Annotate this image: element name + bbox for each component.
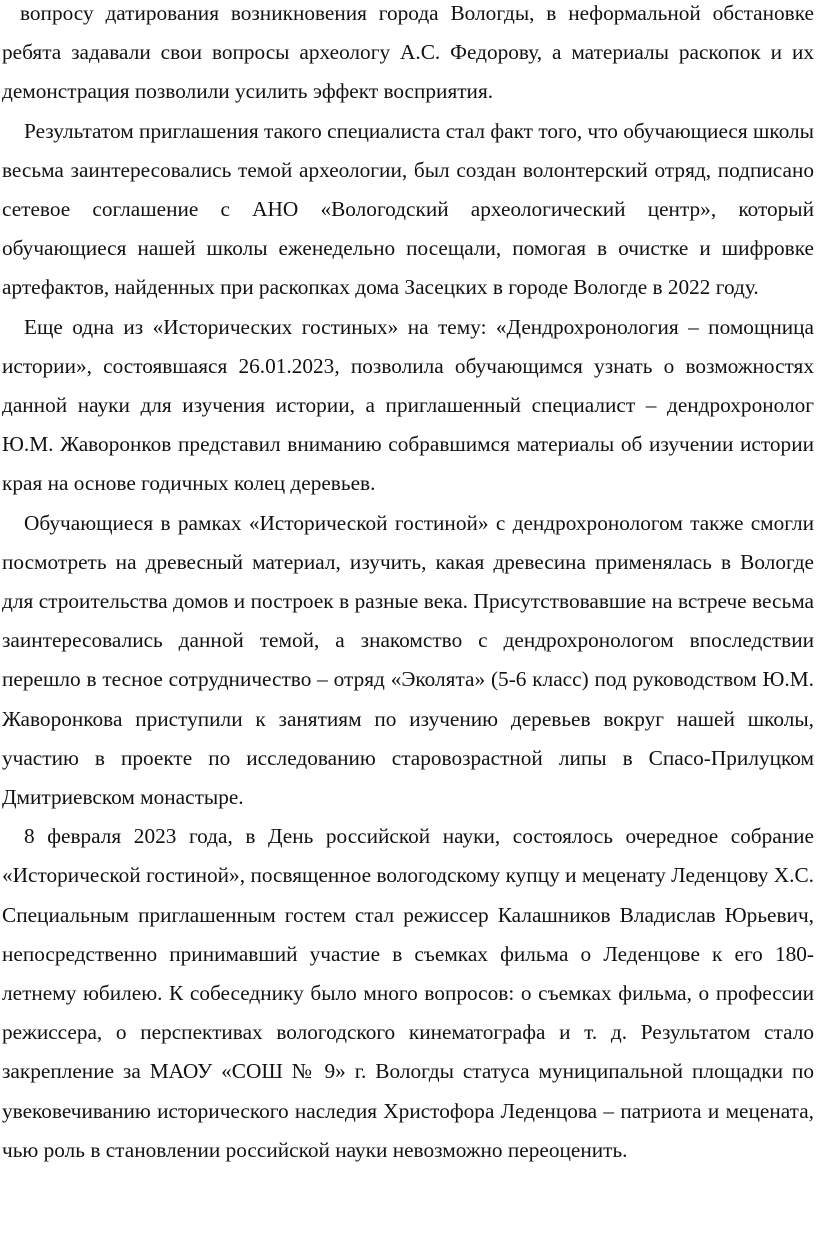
paragraph-archaeologist-visit: вопросу датирования возникновения города Вологды, в неформальной обстановке ребята задавали свои вопросы археологу А.С. Федорову, а материалы раскопок и их демонстрация позволили усилить эффект восприятия. <box>2 1 814 104</box>
paragraph-dendrochronology-lounge: Еще одна из «Исторических гостиных» на тему: «Дендрохронология – помощница истории», состоявшаяся 26.01.2023, позволила обучающимся узнать о возможностях данной науки для изучения истории, а приглашенный специалист – дендрохронолог Ю.М. Жаворонков представил вниманию собравшимся материалы об изучении истории края на основе годичных колец деревьев. <box>2 314 814 496</box>
paragraph-ledentsov-meeting: 8 февраля 2023 года, в День российской науки, состоялось очередное собрание «Исторической гостиной», посвященное вологодскому купцу и меценату Леденцову Х.С. Специальным приглашенным гостем стал режиссер Калашников Владислав Юрьевич, непосредственно принимавший участие в съемках фильма о Леденцове к его 180-летнему юбилею. К собеседнику было много вопросов: о съемках фильма, о профессии режиссера, о перспективах вологодского кинематографа и т. д. Результатом стало закрепление за МАОУ «СОШ № 9» г. Вологды статуса муниципальной площадки по увековечиванию исторического наследия Христофора Леденцова – патриота и мецената, чью роль в становлении российской науки невозможно переоценить. <box>2 824 814 1162</box>
paragraph-volunteer-squad: Результатом приглашения такого специалиста стал факт того, что обучающиеся школы весьма заинтересовались темой археологии, был создан волонтерский отряд, подписано сетевое соглашение с АНО «Вологодский археологический центр», который обучающиеся нашей школы еженедельно посещали, помогая в очистке и шифровке артефактов, найденных при раскопках дома Засецких в городе Вологде в 2022 году. <box>2 118 814 300</box>
paragraph-ecolyata-cooperation: Обучающиеся в рамках «Исторической гостиной» с дендрохронологом также смогли посмотреть на древесный материал, изучить, какая древесина применялась в Вологде для строительства домов и построек в разные века. Присутствовавшие на встрече весьма заинтересовались данной темой, а знакомство с дендрохронологом впоследствии перешло в тесное сотрудничество – отряд «Эколята» (5-6 класс) под руководством Ю.М. Жаворонкова приступили к занятиям по изучению деревьев вокруг нашей школы, участию в проекте по исследованию старовозрастной липы в Спасо-Прилуцком Дмитриевском монастыре. <box>2 510 814 810</box>
